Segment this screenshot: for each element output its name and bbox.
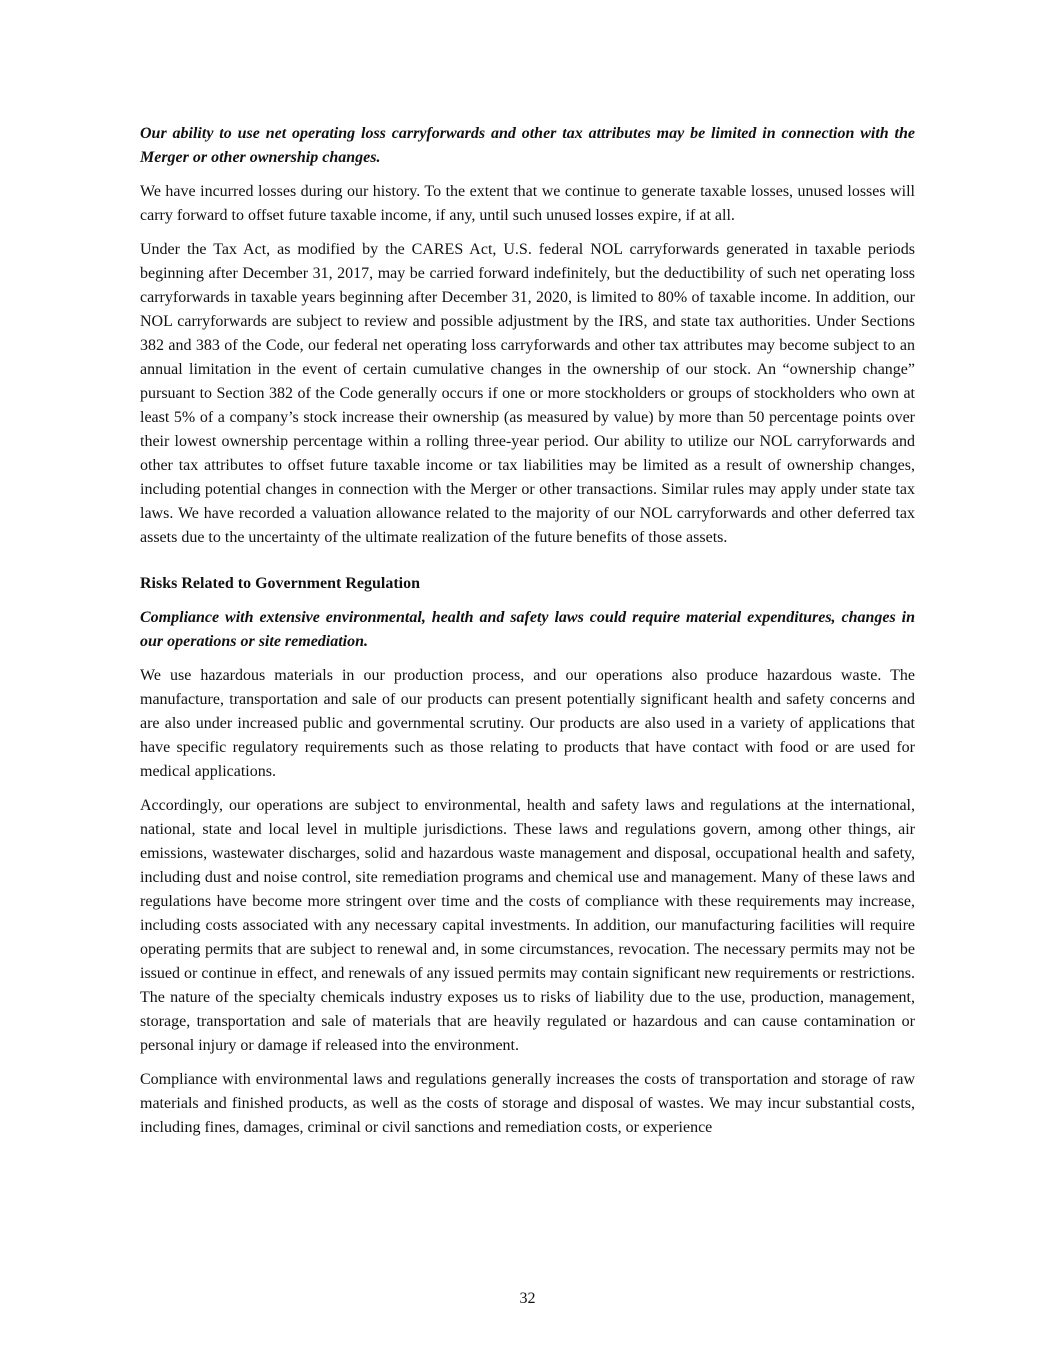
section-heading-government-regulation: Risks Related to Government Regulation: [140, 575, 420, 592]
paragraph-nol-tax-act: Under the Tax Act, as modified by the CARES Act, U.S. federal NOL carryforwards generated in taxable periods beginning after December 31, 2017, may be carried forward indefinitely, but the deductibility of such net operating loss carryforwards in taxable years beginning after December 31, 2020, is limited to 80% of taxable income. In addition, our NOL carryforwards are subject to review and possible adjustment by the IRS, and state tax authorities. Under Sections 382 and 383 of the Code, our federal net operating loss carryforwards and other tax attributes may become subject to an annual limitation in the event of certain cumulative changes in the ownership of our stock. An “ownership change” pursuant to Section 382 of the Code generally occurs if one or more stockholders or groups of stockholders who own at least 5% of a company’s stock increase their ownership (as measured by value) by more than 50 percentage points over their lowest ownership percentage within a rolling three-year period. Our ability to utilize our NOL carryforwards and other tax attributes to offset future taxable income or tax liabilities may be limited as a result of ownership changes, including potential changes in connection with the Merger or other transactions. Similar rules may apply under state tax laws. We have recorded a valuation allowance related to the majority of our NOL carryforwards and other deferred tax assets due to the uncertainty of the ultimate realization of the future benefits of those assets.: [140, 241, 915, 546]
risk-factor-title-nol: Our ability to use net operating loss carryforwards and other tax attributes may be limited in connection with the Merger or other ownership changes.: [140, 125, 915, 166]
paragraph-hazardous-materials: We use hazardous materials in our production process, and our operations also produce hazardous waste. The manufacture, transportation and sale of our products can present potentially significant health and safety concerns and are also under increased public and governmental scrutiny. Our products are also used in a variety of applications that have specific regulatory requirements such as those relating to products that have contact with food or are used for medical applications.: [140, 667, 915, 780]
paragraph-environmental-laws: Accordingly, our operations are subject to environmental, health and safety laws and regulations at the international, national, state and local level in multiple jurisdictions. These laws and regulations govern, among other things, air emissions, wastewater discharges, solid and hazardous waste management and disposal, occupational health and safety, including dust and noise control, site remediation programs and chemical use and management. Many of these laws and regulations have become more stringent over time and the costs of compliance with these requirements may increase, including costs associated with any necessary capital investments. In addition, our manufacturing facilities will require operating permits that are subject to renewal and, in some circumstances, revocation. The necessary permits may not be issued or continue in effect, and renewals of any issued permits may contain significant new requirements or restrictions. The nature of the specialty chemicals industry exposes us to risks of liability due to the use, production, management, storage, transportation and sale of materials that are heavily regulated or hazardous and can cause contamination or personal injury or damage if released into the environment.: [140, 797, 915, 1054]
paragraph-compliance-costs: Compliance with environmental laws and regulations generally increases the costs of transportation and storage of raw materials and finished products, as well as the costs of storage and disposal of wastes. We may incur substantial costs, including fines, damages, criminal or civil sanctions and remediation costs, or experience: [140, 1071, 915, 1136]
paragraph-nol-losses: We have incurred losses during our history. To the extent that we continue to generate taxable losses, unused losses will carry forward to offset future taxable income, if any, until such unused losses expire, if at all.: [140, 183, 915, 224]
risk-factor-title-environmental: Compliance with extensive environmental, health and safety laws could require material expenditures, changes in our operations or site remediation.: [140, 609, 915, 650]
document-page: [140, 122, 915, 1150]
page-number: 32: [519, 1290, 536, 1307]
